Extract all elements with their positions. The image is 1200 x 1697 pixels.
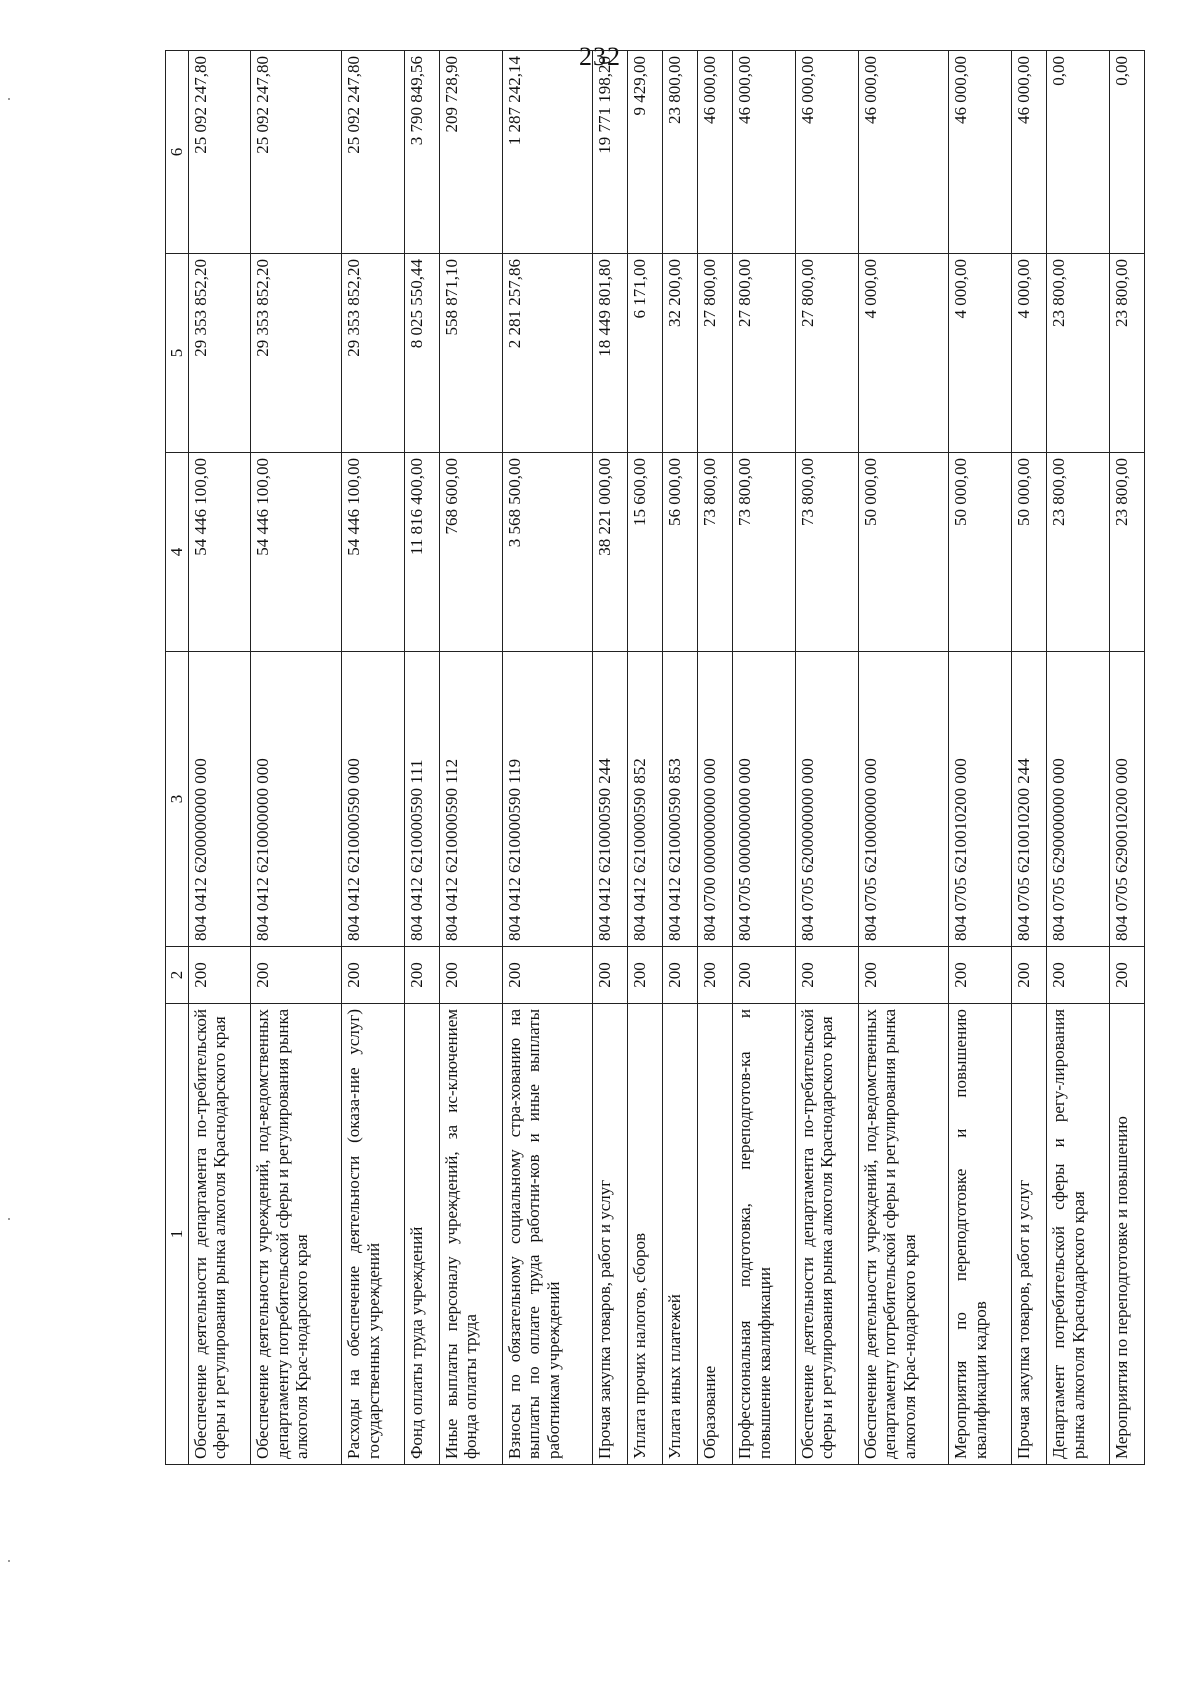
cell-code: 200 [502, 947, 593, 1004]
cell-executed: 27 800,00 [733, 254, 796, 453]
table-row [858, 51, 949, 1465]
cell-name: Прочая закупка товаров, работ и услуг [593, 1004, 628, 1465]
cell-name: Прочая закупка товаров, работ и услуг [1012, 1004, 1047, 1465]
cell-name: Расходы на обеспечение деятельности (оказа-ние услуг) государственных учреждений [342, 1004, 405, 1465]
cell-remaining: 46 000,00 [949, 51, 1012, 254]
cell-code: 200 [858, 947, 949, 1004]
cell-plan: 23 800,00 [1109, 453, 1144, 652]
cell-plan: 38 221 000,00 [593, 453, 628, 652]
table-row [698, 51, 733, 1465]
cell-name: Фонд оплаты труда учреждений [404, 1004, 439, 1465]
cell-remaining: 19 771 198,20 [593, 51, 628, 254]
cell-remaining: 25 092 247,80 [251, 51, 342, 254]
cell-plan: 56 000,00 [663, 453, 698, 652]
cell-plan: 54 446 100,00 [251, 453, 342, 652]
table-row [593, 51, 628, 1465]
cell-executed: 6 171,00 [628, 254, 663, 453]
cell-executed: 23 800,00 [1047, 254, 1110, 453]
header-col-3: 3 [166, 652, 189, 947]
cell-name: Уплата прочих налогов, сборов [628, 1004, 663, 1465]
cell-kbk: 804 0412 6210000590 853 [663, 652, 698, 947]
cell-kbk: 804 0412 6210000590 244 [593, 652, 628, 947]
cell-name: Уплата иных платежей [663, 1004, 698, 1465]
cell-remaining: 1 287 242,14 [502, 51, 593, 254]
cell-kbk: 804 0705 6210010200 244 [1012, 652, 1047, 947]
cell-name: Иные выплаты персоналу учреждений, за ис-ключением фонда оплаты труда [439, 1004, 502, 1465]
cell-plan: 54 446 100,00 [188, 453, 251, 652]
table-body [188, 51, 1144, 1465]
cell-remaining: 46 000,00 [733, 51, 796, 254]
cell-remaining: 209 728,90 [439, 51, 502, 254]
cell-executed: 8 025 550,44 [404, 254, 439, 453]
cell-code: 200 [251, 947, 342, 1004]
cell-code: 200 [663, 947, 698, 1004]
table-row [949, 51, 1012, 1465]
page-number: 232 [579, 42, 621, 71]
cell-name: Мероприятия по переподготовке и повышению квалификации кадров [949, 1004, 1012, 1465]
cell-executed: 32 200,00 [663, 254, 698, 453]
cell-executed: 18 449 801,80 [593, 254, 628, 453]
cell-name: Обеспечение деятельности департамента по-требительской сферы и регулирования рынка алкоголя Краснодарского края [188, 1004, 251, 1465]
cell-kbk: 804 0705 0000000000 000 [733, 652, 796, 947]
cell-plan: 73 800,00 [795, 453, 858, 652]
cell-plan: 3 568 500,00 [502, 453, 593, 652]
cell-name: Обеспечение деятельности учреждений, под-ведомственных департаменту потребительской сферы и регулирования рынка алкоголя Крас-нодарского края [251, 1004, 342, 1465]
cell-remaining: 46 000,00 [698, 51, 733, 254]
scan-dot [8, 98, 10, 100]
cell-remaining: 0,00 [1047, 51, 1110, 254]
cell-plan: 50 000,00 [949, 453, 1012, 652]
cell-kbk: 804 0705 6210000000 000 [858, 652, 949, 947]
cell-executed: 4 000,00 [949, 254, 1012, 453]
cell-kbk: 804 0705 6290000000 000 [1047, 652, 1110, 947]
cell-code: 200 [342, 947, 405, 1004]
header-col-6: 6 [166, 51, 189, 254]
header-col-2: 2 [166, 947, 189, 1004]
cell-executed: 29 353 852,20 [342, 254, 405, 453]
cell-code: 200 [1012, 947, 1047, 1004]
cell-code: 200 [949, 947, 1012, 1004]
table-row [342, 51, 405, 1465]
cell-code: 200 [795, 947, 858, 1004]
cell-executed: 4 000,00 [1012, 254, 1047, 453]
cell-code: 200 [628, 947, 663, 1004]
cell-kbk: 804 0700 0000000000 000 [698, 652, 733, 947]
cell-name: Профессиональная подготовка, переподготов-ка и повышение квалификации [733, 1004, 796, 1465]
cell-executed: 2 281 257,86 [502, 254, 593, 453]
cell-name: Департамент потребительской сферы и регу-лирования рынка алкоголя Краснодарского края [1047, 1004, 1110, 1465]
cell-kbk: 804 0705 6200000000 000 [795, 652, 858, 947]
cell-name: Обеспечение деятельности учреждений, под-ведомственных департаменту потребительской сферы и регулирования рынка алкоголя Крас-нодарского края [858, 1004, 949, 1465]
cell-kbk: 804 0412 6210000590 111 [404, 652, 439, 947]
budget-table [165, 50, 1145, 1465]
cell-plan: 73 800,00 [733, 453, 796, 652]
cell-remaining: 3 790 849,56 [404, 51, 439, 254]
cell-remaining: 46 000,00 [858, 51, 949, 254]
scan-dot [8, 1218, 10, 1220]
cell-kbk: 804 0705 6290010200 000 [1109, 652, 1144, 947]
cell-executed: 29 353 852,20 [188, 254, 251, 453]
table-row [188, 51, 251, 1465]
table-row [502, 51, 593, 1465]
cell-plan: 73 800,00 [698, 453, 733, 652]
cell-remaining: 23 800,00 [663, 51, 698, 254]
cell-plan: 23 800,00 [1047, 453, 1110, 652]
table-row [795, 51, 858, 1465]
cell-executed: 23 800,00 [1109, 254, 1144, 453]
cell-plan: 50 000,00 [1012, 453, 1047, 652]
cell-kbk: 804 0412 6210000590 119 [502, 652, 593, 947]
cell-code: 200 [1047, 947, 1110, 1004]
table-row [1109, 51, 1144, 1465]
cell-plan: 50 000,00 [858, 453, 949, 652]
cell-remaining: 25 092 247,80 [188, 51, 251, 254]
cell-code: 200 [593, 947, 628, 1004]
cell-plan: 15 600,00 [628, 453, 663, 652]
header-col-5: 5 [166, 254, 189, 453]
cell-kbk: 804 0412 6200000000 000 [188, 652, 251, 947]
cell-kbk: 804 0705 6210010200 000 [949, 652, 1012, 947]
cell-executed: 558 871,10 [439, 254, 502, 453]
cell-code: 200 [439, 947, 502, 1004]
cell-remaining: 0,00 [1109, 51, 1144, 254]
table-row [733, 51, 796, 1465]
cell-kbk: 804 0412 6210000590 852 [628, 652, 663, 947]
cell-code: 200 [188, 947, 251, 1004]
table-row [628, 51, 663, 1465]
table-row [404, 51, 439, 1465]
cell-remaining: 9 429,00 [628, 51, 663, 254]
cell-plan: 54 446 100,00 [342, 453, 405, 652]
cell-name: Взносы по обязательному социальному стра-хованию на выплаты по оплате труда работни-ков и иные выплаты работникам учреждений [502, 1004, 593, 1465]
table-row [251, 51, 342, 1465]
cell-code: 200 [1109, 947, 1144, 1004]
cell-plan: 768 600,00 [439, 453, 502, 652]
cell-remaining: 25 092 247,80 [342, 51, 405, 254]
table-row [1012, 51, 1047, 1465]
cell-code: 200 [733, 947, 796, 1004]
table-row [439, 51, 502, 1465]
cell-plan: 11 816 400,00 [404, 453, 439, 652]
table-row [1047, 51, 1110, 1465]
cell-executed: 27 800,00 [795, 254, 858, 453]
cell-remaining: 46 000,00 [795, 51, 858, 254]
scan-dot [8, 1560, 10, 1562]
cell-name: Мероприятия по переподготовке и повышению [1109, 1004, 1144, 1465]
header-col-4: 4 [166, 453, 189, 652]
cell-executed: 4 000,00 [858, 254, 949, 453]
cell-executed: 29 353 852,20 [251, 254, 342, 453]
cell-kbk: 804 0412 6210000590 000 [342, 652, 405, 947]
cell-name: Обеспечение деятельности департамента по-требительской сферы и регулирования рынка алкоголя Краснодарского края [795, 1004, 858, 1465]
header-row [166, 51, 189, 1465]
cell-name: Образование [698, 1004, 733, 1465]
cell-code: 200 [698, 947, 733, 1004]
table-row [663, 51, 698, 1465]
cell-remaining: 46 000,00 [1012, 51, 1047, 254]
header-col-1: 1 [166, 1004, 189, 1465]
cell-code: 200 [404, 947, 439, 1004]
cell-kbk: 804 0412 6210000590 112 [439, 652, 502, 947]
cell-kbk: 804 0412 6210000000 000 [251, 652, 342, 947]
cell-executed: 27 800,00 [698, 254, 733, 453]
